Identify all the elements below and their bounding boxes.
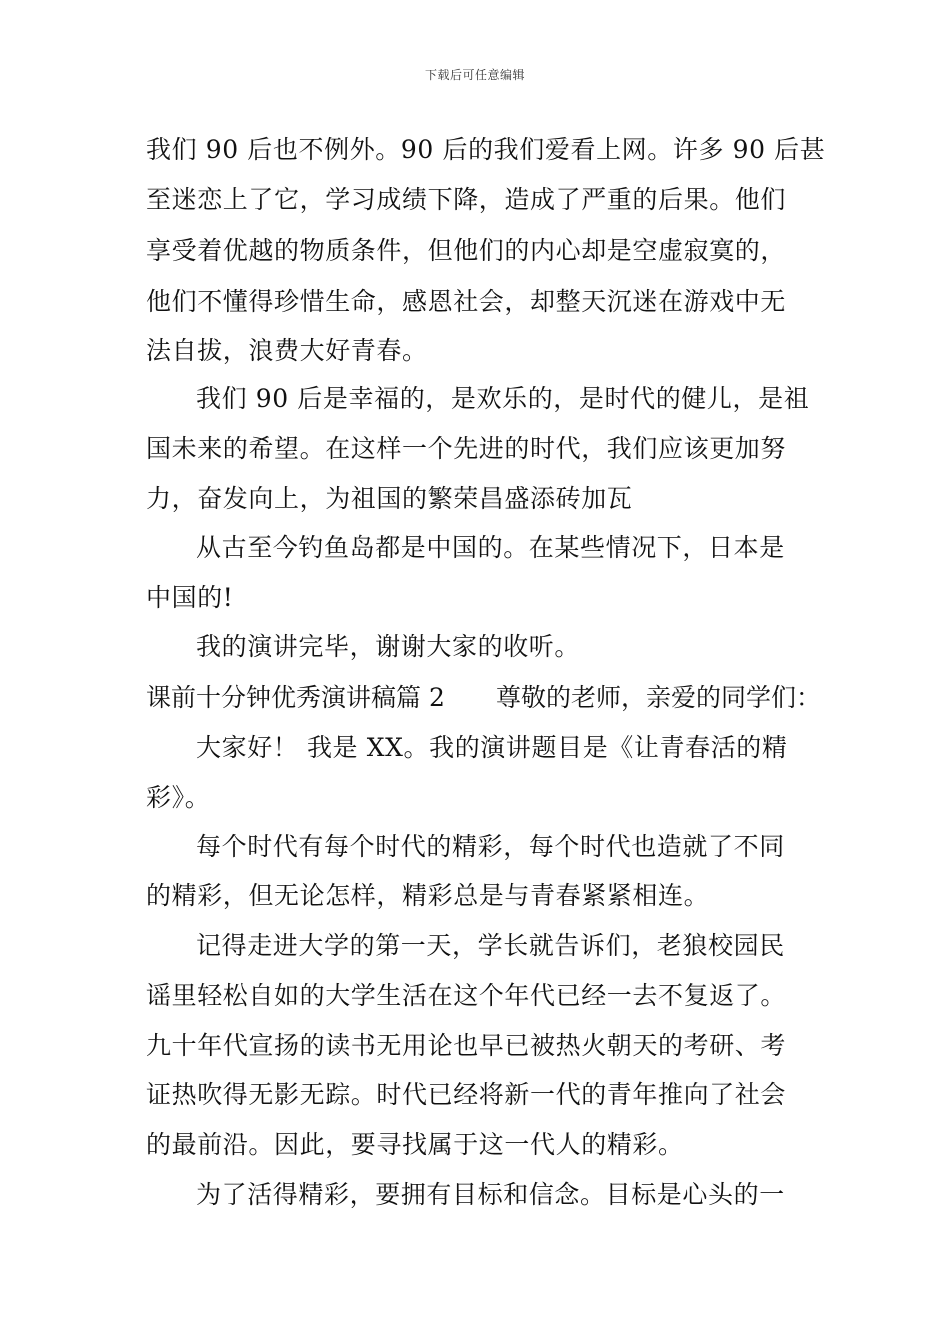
paragraph-1-line-5: 法自拔，浪费大好青春。: [146, 336, 428, 365]
paragraph-7-line-4: 证热吹得无影无踪。时代已经将新一代的青年推向了社会: [146, 1080, 787, 1109]
paragraph-5-line-2: 彩》。: [146, 783, 211, 812]
paragraph-2-line-3: 力，奋发向上，为祖国的繁荣昌盛添砖加瓦: [146, 484, 633, 513]
paragraph-1-line-2: 至迷恋上了它，学习成绩下降，造成了严重的后果。他们: [146, 185, 787, 214]
paragraph-2-line-1: 我们 90 后是幸福的，是欢乐的，是时代的健儿，是祖: [196, 384, 810, 413]
paragraph-7-line-2: 谣里轻松自如的大学生活在这个年代已经一去不复返了。: [146, 981, 787, 1010]
paragraph-2-line-2: 国未来的希望。在这样一个先进的时代，我们应该更加努: [146, 434, 787, 463]
paragraph-8-line-1: 为了活得精彩，要拥有目标和信念。目标是心头的一: [196, 1180, 785, 1209]
section-2-heading-row: [146, 683, 826, 713]
paragraph-1-line-4: 他们不懂得珍惜生命，感恩社会，却整天沉迷在游戏中无: [146, 287, 787, 316]
paragraph-3-line-1: 从古至今钓鱼岛都是中国的。在某些情况下，日本是: [196, 533, 785, 562]
paragraph-3-line-2: 中国的!: [146, 583, 234, 612]
paragraph-1-line-3: 享受着优越的物质条件，但他们的内心却是空虚寂寞的，: [146, 236, 787, 265]
paragraph-7-line-1: 记得走进大学的第一天，学长就告诉们，老狼校园民: [196, 931, 785, 960]
paragraph-6-line-1: 每个时代有每个时代的精彩，每个时代也造就了不同: [196, 832, 785, 861]
paragraph-6-line-2: 的精彩，但无论怎样，精彩总是与青春紧紧相连。: [146, 881, 710, 910]
paragraph-7-line-3: 九十年代宣扬的读书无用论也早已被热火朝天的考研、考: [146, 1031, 787, 1060]
paragraph-4-line-1: 我的演讲完毕，谢谢大家的收听。: [196, 632, 581, 661]
paragraph-7-line-5: 的最前沿。因此，要寻找属于这一代人的精彩。: [146, 1130, 684, 1159]
paragraph-5-line-1: 大家好！ 我是 XX。我的演讲题目是《让青春活的精: [196, 733, 788, 762]
section-2-title: 课前十分钟优秀演讲稿篇 2: [146, 683, 445, 712]
paragraph-1-line-1: 我们 90 后也不例外。90 后的我们爱看上网。许多 90 后甚: [146, 135, 826, 164]
page-header-note: 下载后可任意编辑: [424, 68, 525, 82]
section-2-greeting: 尊敬的老师，亲爱的同学们：: [496, 683, 822, 712]
